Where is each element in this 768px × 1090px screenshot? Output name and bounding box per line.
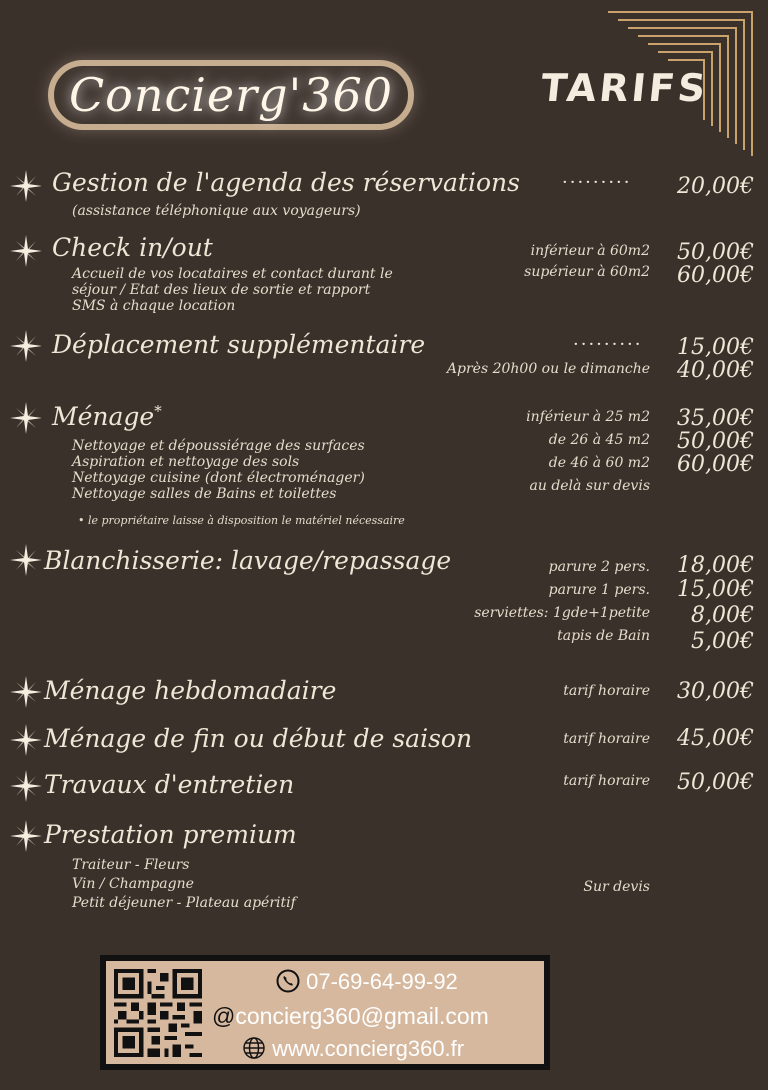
section-title-checkin: Check in/out [52, 233, 213, 262]
price-blanchisserie-3: 8,00€ [691, 603, 754, 628]
condition-checkin-1: inférieur à 60m2 [530, 243, 650, 259]
condition-blanchisserie-3: serviettes: 1gde+1petite [474, 605, 650, 621]
price-deplacement-2: 40,00€ [677, 358, 754, 383]
section-title-blanchisserie: Blanchisserie: lavage/repassage [44, 546, 452, 575]
condition-blanchisserie-4: tapis de Bain [557, 628, 650, 644]
corner-lines-decoration [606, 10, 756, 160]
globe-icon [242, 1036, 266, 1060]
menage-title-text: Ménage [52, 402, 155, 431]
price-agenda: 20,00€ [677, 174, 754, 199]
price-blanchisserie-2: 15,00€ [677, 577, 754, 602]
condition-hebdo: tarif horaire [563, 683, 650, 699]
logo-badge [48, 60, 414, 130]
menage-note: • le propriétaire laisse à disposition le matériel nécessaire [78, 514, 405, 527]
qr-code-icon[interactable] [114, 969, 202, 1057]
asterisk: * [154, 402, 162, 420]
section-title-travaux: Travaux d'entretien [44, 770, 295, 799]
price-checkin-1: 50,00€ [677, 240, 754, 265]
price-hebdo: 30,00€ [677, 679, 754, 704]
tarifs-heading: TARIFS [538, 66, 711, 110]
condition-checkin-2: supérieur à 60m2 [524, 264, 650, 280]
section-desc-agenda: (assistance téléphonique aux voyageurs) [72, 203, 361, 219]
section-title-deplacement: Déplacement supplémentaire [52, 330, 426, 359]
condition-saison: tarif horaire [563, 731, 650, 747]
sparkle-icon [8, 768, 44, 804]
price-deplacement-1: 15,00€ [677, 335, 754, 360]
condition-menage-3: de 46 à 60 m2 [548, 455, 650, 471]
price-travaux: 50,00€ [677, 770, 754, 795]
price-checkin-2: 60,00€ [677, 263, 754, 288]
price-blanchisserie-4: 5,00€ [691, 629, 754, 654]
leader-dots: ········· [573, 334, 643, 355]
sparkle-icon [8, 542, 44, 578]
phone-number: 07-69-64-99-92 [306, 969, 458, 994]
section-title-agenda: Gestion de l'agenda des réservations [52, 168, 520, 197]
section-desc-menage: Nettoyage et dépoussiérage des surfaces Aspiration et nettoyage des sols Nettoyage cuisine (dont électroménager) Nettoyage salles de Bains et toilettes [72, 438, 365, 502]
condition-menage-1: inférieur à 25 m2 [526, 409, 650, 425]
section-title-menage [52, 402, 162, 431]
section-title-premium: Prestation premium [44, 820, 297, 849]
email-line[interactable] [212, 1003, 489, 1030]
condition-blanchisserie-2: parure 1 pers. [548, 582, 650, 598]
price-menage-3: 60,00€ [677, 452, 754, 477]
condition-blanchisserie-1: parure 2 pers. [548, 559, 650, 575]
contact-box [100, 955, 550, 1070]
website-url: www.concierg360.fr [272, 1036, 465, 1061]
section-title-saison: Ménage de fin ou début de saison [44, 724, 473, 753]
sparkle-icon [8, 168, 44, 204]
phone-icon [276, 969, 300, 993]
email-address: concierg360@gmail.com [235, 1003, 489, 1029]
sparkle-icon [8, 674, 44, 710]
condition-menage-4: au delà sur devis [529, 478, 650, 494]
sparkle-icon [8, 722, 44, 758]
condition-travaux: tarif horaire [563, 773, 650, 789]
contact-panel [106, 961, 544, 1064]
website-line[interactable] [242, 1036, 464, 1062]
sparkle-icon [8, 328, 44, 364]
section-title-hebdo: Ménage hebdomadaire [44, 676, 337, 705]
sparkle-icon [8, 233, 44, 269]
logo-text: Concierg'360 [68, 68, 394, 122]
section-desc-premium: Traiteur - Fleurs Vin / Champagne Petit déjeuner - Plateau apéritif [72, 857, 296, 911]
phone-line[interactable] [276, 969, 458, 995]
price-saison: 45,00€ [677, 726, 754, 751]
condition-menage-2: de 26 à 45 m2 [548, 432, 650, 448]
leader-dots: ········· [562, 172, 632, 193]
condition-premium: Sur devis [583, 879, 650, 895]
sparkle-icon [8, 400, 44, 436]
condition-deplacement: Après 20h00 ou le dimanche [446, 361, 650, 377]
price-menage-1: 35,00€ [677, 406, 754, 431]
price-blanchisserie-1: 18,00€ [677, 553, 754, 578]
sparkle-icon [8, 818, 44, 854]
section-desc-checkin: Accueil de vos locataires et contact durant le séjour / Etat des lieux de sortie et rapport SMS à chaque location [72, 266, 393, 314]
price-menage-2: 50,00€ [677, 429, 754, 454]
at-icon: @ [212, 1003, 236, 1029]
